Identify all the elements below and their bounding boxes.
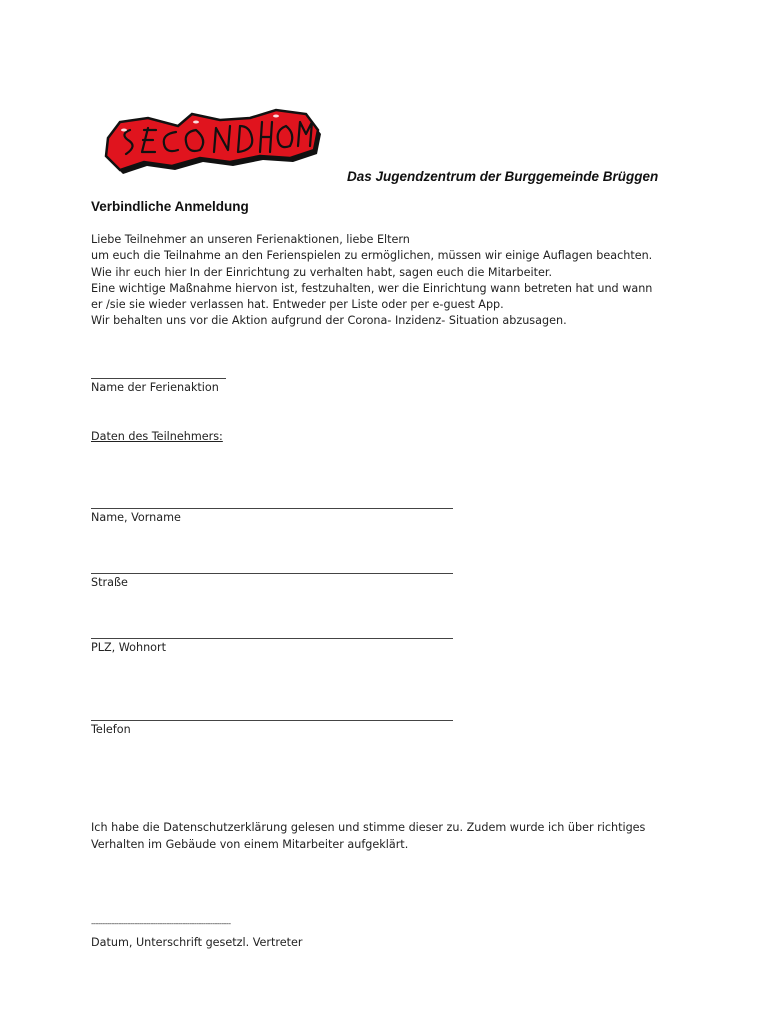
- name-label: Name, Vorname: [91, 511, 181, 524]
- intro-line: Eine wichtige Maßnahme hiervon ist, festzuhalten, wer die Einrichtung wann betreten hat und wann: [91, 281, 653, 295]
- city-label: PLZ, Wohnort: [91, 641, 167, 654]
- consent-line: Ich habe die Datenschutzerklärung gelesen und stimme dieser zu. Zudem wurde ich über richtiges: [91, 821, 646, 834]
- signature-line[interactable]: -------------------------------------------------------------: [91, 919, 231, 928]
- city-line[interactable]: [91, 638, 453, 639]
- intro-line: er /sie sie wieder verlassen hat. Entweder per Liste oder per e-guest App.: [91, 298, 504, 312]
- organization-tagline: Das Jugendzentrum der Burggemeinde Brüggen: [347, 169, 659, 184]
- intro-line: Wir behalten uns vor die Aktion aufgrund der Corona- Inzidenz- Situation abzusagen.: [91, 314, 567, 328]
- name-line[interactable]: [91, 508, 453, 509]
- phone-label: Telefon: [91, 723, 131, 736]
- activity-name-label: Name der Ferienaktion: [91, 381, 219, 394]
- phone-line[interactable]: [91, 720, 453, 721]
- street-line[interactable]: [91, 573, 453, 574]
- form-title: Verbindliche Anmeldung: [91, 199, 249, 214]
- intro-line: um euch die Teilnahme an den Ferienspielen zu ermöglichen, müssen wir einige Auflagen beachten.: [91, 249, 653, 263]
- intro-line: Wie ihr euch hier In der Einrichtung zu verhalten habt, sagen euch die Mitarbeiter.: [91, 265, 553, 279]
- secondhome-logo: [100, 100, 325, 180]
- activity-name-line[interactable]: [91, 378, 226, 379]
- street-label: Straße: [91, 576, 128, 589]
- privacy-consent-text: [91, 820, 711, 853]
- intro-line: Liebe Teilnehmer an unseren Ferienaktionen, liebe Eltern: [91, 233, 410, 246]
- signature-label: Datum, Unterschrift gesetzl. Vertreter: [91, 936, 303, 949]
- participant-section-title: Daten des Teilnehmers:: [91, 430, 223, 443]
- consent-line: Verhalten im Gebäude von einem Mitarbeiter aufgeklärt.: [91, 837, 409, 851]
- logo-graphic: [100, 100, 325, 180]
- intro-paragraph: [91, 232, 691, 330]
